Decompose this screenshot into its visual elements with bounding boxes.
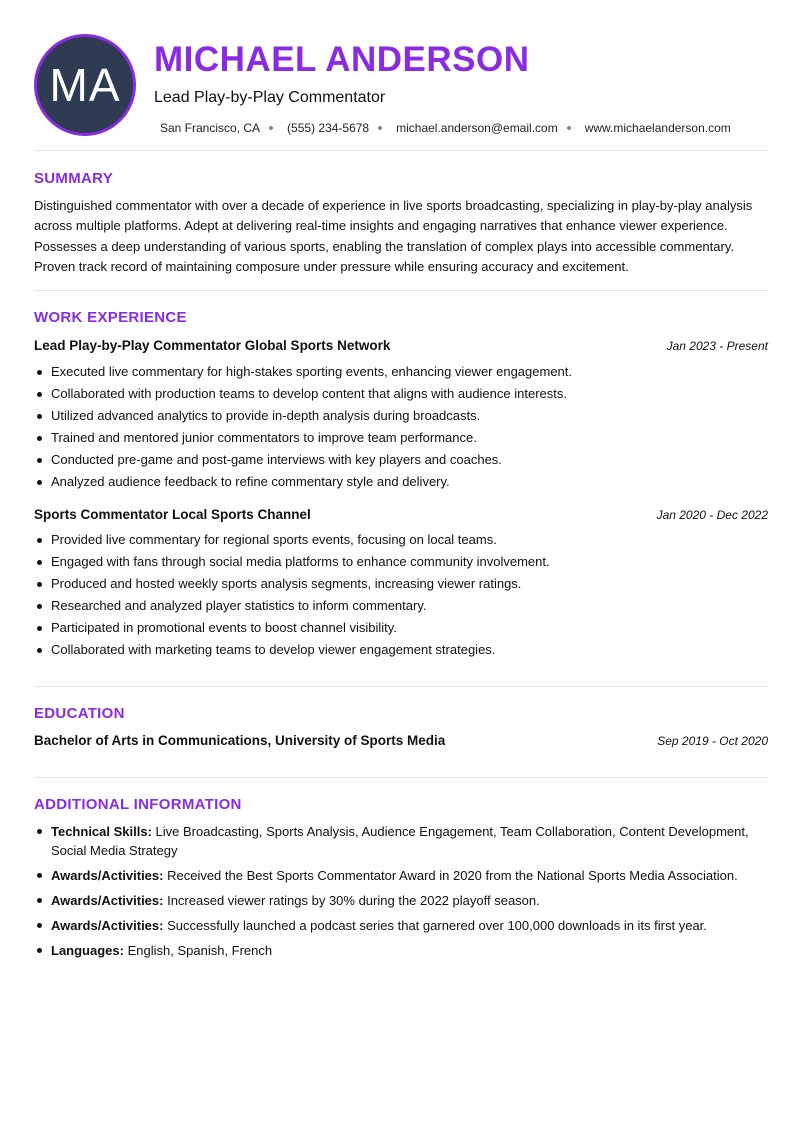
avatar-initials: MA xyxy=(49,59,121,111)
info-label: Awards/Activities: xyxy=(51,868,164,883)
list-item: Analyzed audience feedback to refine commentary style and delivery. xyxy=(34,471,764,493)
list-item: Participated in promotional events to boost channel visibility. xyxy=(34,617,764,639)
contact-line xyxy=(160,121,731,135)
summary-text: Distinguished commentator with over a decade of experience in live sports broadcasting, specializing in play-by-play analysis across multiple platforms. Adept at delivering real-time insights and engaging narratives that enhance viewer experience. Possesses a deep understanding of various sports, enabling the translation of complex plays into accessible commentary. Proven track record of maintaining composure under pressure while ensuring accuracy and excitement. xyxy=(34,198,753,275)
info-label: Awards/Activities: xyxy=(51,893,164,908)
section-divider xyxy=(34,777,768,778)
section-divider xyxy=(34,686,768,687)
list-item xyxy=(34,941,764,960)
degree-title: Bachelor of Arts in Communications, University of Sports Media xyxy=(34,733,446,748)
candidate-role: Lead Play-by-Play Commentator xyxy=(154,89,386,106)
contact-email[interactable]: michael.anderson@email.com xyxy=(396,121,558,135)
list-item xyxy=(34,891,764,910)
list-item: Utilized advanced analytics to provide in-depth analysis during broadcasts. xyxy=(34,405,764,427)
job-header xyxy=(34,338,768,358)
job-title: Lead Play-by-Play Commentator Global Sports Network xyxy=(34,338,391,353)
avatar xyxy=(34,34,136,136)
list-item: Engaged with fans through social media platforms to enhance community involvement. xyxy=(34,551,764,573)
separator-dot-icon xyxy=(269,126,273,130)
contact-website[interactable]: www.michaelanderson.com xyxy=(584,121,731,135)
info-label: Awards/Activities: xyxy=(51,918,164,933)
section-divider xyxy=(34,290,768,291)
candidate-name: MICHAEL ANDERSON xyxy=(154,40,530,79)
info-label: Technical Skills: xyxy=(51,824,152,839)
list-item: Conducted pre-game and post-game interviews with key players and coaches. xyxy=(34,449,764,471)
separator-dot-icon xyxy=(567,126,571,130)
education-date: Sep 2019 - Oct 2020 xyxy=(657,734,768,748)
list-item: Collaborated with production teams to develop content that aligns with audience interests. xyxy=(34,383,764,405)
job-date: Jan 2020 - Dec 2022 xyxy=(656,508,768,522)
section-divider xyxy=(34,150,768,151)
additional-list xyxy=(34,822,764,966)
info-text: Live Broadcasting, Sports Analysis, Audience Engagement, Team Collaboration, Content Development, Social Media Strategy xyxy=(51,824,749,858)
info-text: Increased viewer ratings by 30% during the 2022 playoff season. xyxy=(167,893,540,908)
list-item: Provided live commentary for regional sports events, focusing on local teams. xyxy=(34,529,764,551)
list-item: Collaborated with marketing teams to develop viewer engagement strategies. xyxy=(34,639,764,661)
list-item xyxy=(34,822,764,860)
education-entry xyxy=(34,733,768,753)
info-text: English, Spanish, French xyxy=(127,943,273,958)
info-text: Successfully launched a podcast series that garnered over 100,000 downloads in its first year. xyxy=(167,918,707,933)
separator-dot-icon xyxy=(378,126,382,130)
job-title: Sports Commentator Local Sports Channel xyxy=(34,507,311,522)
education-title: EDUCATION xyxy=(34,705,125,722)
list-item: Executed live commentary for high-stakes sporting events, enhancing viewer engagement. xyxy=(34,361,764,383)
job-bullets xyxy=(34,361,764,493)
job-bullets xyxy=(34,529,764,661)
experience-title: WORK EXPERIENCE xyxy=(34,309,187,326)
list-item xyxy=(34,866,764,885)
resume-header xyxy=(34,34,768,138)
list-item: Researched and analyzed player statistics to inform commentary. xyxy=(34,595,764,617)
job-date: Jan 2023 - Present xyxy=(666,339,768,353)
contact-location: San Francisco, CA xyxy=(160,121,261,135)
additional-title: ADDITIONAL INFORMATION xyxy=(34,796,242,813)
info-label: Languages: xyxy=(51,943,124,958)
job-header xyxy=(34,507,768,527)
list-item: Produced and hosted weekly sports analysis segments, increasing viewer ratings. xyxy=(34,573,764,595)
list-item: Trained and mentored junior commentators to improve team performance. xyxy=(34,427,764,449)
list-item xyxy=(34,916,764,935)
info-text: Received the Best Sports Commentator Award in 2020 from the National Sports Media Association. xyxy=(167,868,738,883)
summary-title: SUMMARY xyxy=(34,170,114,187)
contact-phone: (555) 234-5678 xyxy=(287,121,370,135)
